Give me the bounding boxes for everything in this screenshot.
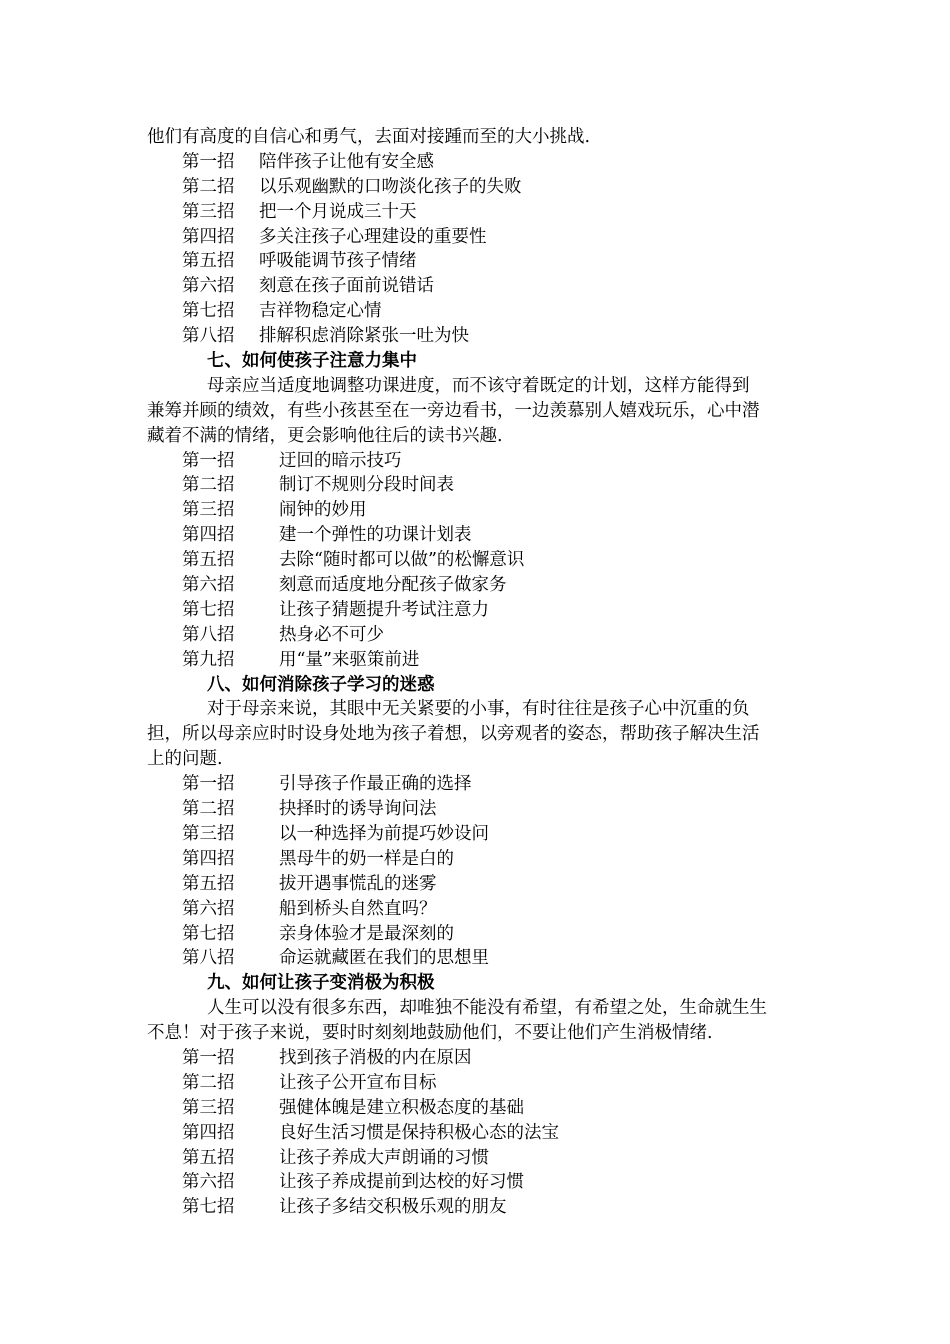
item-text: 找到孩子消极的内在原因 [279,1047,472,1068]
list-item [0,1071,950,1096]
list-item [0,772,950,797]
item-number: 第一招 [182,151,235,172]
item-text: 引导孩子作最正确的选择 [279,774,472,795]
list-item [0,299,950,324]
item-number: 第三招 [182,500,235,521]
item-text: 让孩子公开宣布目标 [279,1072,437,1093]
item-number: 第四招 [182,525,235,546]
paragraph-line: 母亲应当适度地调整功课进度，而不该守着既定的计划，这样方能得到 [207,375,750,396]
item-number: 第五招 [182,550,235,571]
list-item [0,1195,950,1220]
paragraph-line: 担，所以母亲应时时设身处地为孩子着想，以旁观者的姿态，帮助孩子解决生活 [147,724,760,745]
item-text: 拔开遇事慌乱的迷雾 [279,873,437,894]
section-eight [0,673,950,972]
item-text: 排解积虑消除紧张一吐为快 [259,326,469,347]
item-number: 第二招 [182,799,235,820]
section-nine [0,971,950,1220]
item-text: 亲身体验才是最深刻的 [279,923,454,944]
list-item [0,523,950,548]
item-number: 第三招 [182,201,235,222]
item-number: 第七招 [182,599,235,620]
item-number: 第八招 [182,624,235,645]
list-item [0,249,950,274]
item-number: 第四招 [182,1122,235,1143]
section-continuation [0,125,950,349]
item-text: 陪伴孩子让他有安全感 [259,151,434,172]
item-text: 抉择时的诱导询问法 [279,799,437,820]
paragraph-line: 上的问题. [147,749,223,770]
item-number: 第三招 [182,1097,235,1118]
paragraph-line: 对于母亲来说，其眼中无关紧要的小事，有时往往是孩子心中沉重的负 [207,699,750,720]
list-item [0,324,950,349]
list-item [0,573,950,598]
item-text: 命运就藏匿在我们的思想里 [279,948,489,969]
list-item [0,797,950,822]
item-text: 良好生活习惯是保持积极心态的法宝 [279,1122,559,1143]
item-text: 让孩子养成大声朗诵的习惯 [279,1147,489,1168]
item-number: 第五招 [182,1147,235,1168]
item-number: 第六招 [182,276,235,297]
item-text: 刻意在孩子面前说错话 [259,276,434,297]
item-text: 用“量”来驱策前进 [279,649,420,670]
item-number: 第五招 [182,873,235,894]
item-number: 第七招 [182,301,235,322]
item-number: 第八招 [182,948,235,969]
section-heading: 八、如何消除孩子学习的迷惑 [207,674,435,695]
item-text: 让孩子养成提前到达校的好习惯 [279,1172,524,1193]
item-number: 第九招 [182,649,235,670]
item-text: 以一种选择为前提巧妙设问 [279,823,489,844]
item-number: 第二招 [182,176,235,197]
list-item [0,150,950,175]
list-item [0,946,950,971]
item-text: 热身必不可少 [279,624,384,645]
list-item [0,598,950,623]
section-heading: 九、如何让孩子变消极为积极 [207,973,435,994]
paragraph-line: 不息！对于孩子来说，要时时刻刻地鼓励他们，不要让他们产生消极情绪. [147,1023,713,1044]
item-number: 第八招 [182,326,235,347]
list-item [0,449,950,474]
list-item [0,200,950,225]
paragraph-line: 藏着不满的情绪，更会影响他往后的读书兴趣. [147,425,503,446]
item-number: 第一招 [182,774,235,795]
item-number: 第二招 [182,1072,235,1093]
item-text: 制订不规则分段时间表 [279,475,454,496]
section-heading: 七、如何使孩子注意力集中 [207,351,417,372]
item-text: 去除“随时都可以做”的松懈意识 [279,550,525,571]
item-number: 第七招 [182,923,235,944]
list-item [0,872,950,897]
item-number: 第二招 [182,475,235,496]
item-text: 强健体魄是建立积极态度的基础 [279,1097,524,1118]
item-text: 建一个弹性的功课计划表 [279,525,472,546]
list-item [0,922,950,947]
list-item [0,548,950,573]
item-text: 以乐观幽默的口吻淡化孩子的失败 [259,176,522,197]
item-text: 闹钟的妙用 [279,500,367,521]
item-text: 让孩子猜题提升考试注意力 [279,599,489,620]
list-item [0,175,950,200]
item-number: 第五招 [182,251,235,272]
list-item [0,225,950,250]
item-text: 船到桥头自然直吗？ [279,898,437,919]
item-number: 第七招 [182,1197,235,1218]
list-item [0,1096,950,1121]
item-number: 第六招 [182,898,235,919]
list-item [0,623,950,648]
paragraph-line: 兼筹并顾的绩效，有些小孩甚至在一旁边看书，一边羡慕别人嬉戏玩乐，心中潜 [147,400,760,421]
item-text: 黑母牛的奶一样是白的 [279,848,454,869]
list-item [0,1046,950,1071]
list-item [0,1121,950,1146]
item-number: 第四招 [182,226,235,247]
document-body [0,125,950,1220]
item-text: 刻意而适度地分配孩子做家务 [279,575,507,596]
item-number: 第一招 [182,450,235,471]
list-item [0,648,950,673]
item-text: 把一个月说成三十天 [259,201,417,222]
list-item [0,847,950,872]
item-text: 让孩子多结交积极乐观的朋友 [279,1197,507,1218]
item-text: 迂回的暗示技巧 [279,450,402,471]
list-item [0,1146,950,1171]
list-item [0,1170,950,1195]
list-item [0,498,950,523]
item-text: 呼吸能调节孩子情绪 [259,251,417,272]
item-text: 吉祥物稳定心情 [259,301,382,322]
list-item [0,897,950,922]
item-number: 第六招 [182,575,235,596]
paragraph-line: 人生可以没有很多东西，却唯独不能没有希望，有希望之处，生命就生生 [207,998,767,1019]
list-item [0,274,950,299]
list-item [0,473,950,498]
item-text: 多关注孩子心理建设的重要性 [259,226,487,247]
paragraph-line: 他们有高度的自信心和勇气，去面对接踵而至的大小挑战. [147,127,591,147]
item-number: 第三招 [182,823,235,844]
section-seven [0,349,950,673]
item-number: 第一招 [182,1047,235,1068]
item-number: 第四招 [182,848,235,869]
item-number: 第六招 [182,1172,235,1193]
list-item [0,822,950,847]
